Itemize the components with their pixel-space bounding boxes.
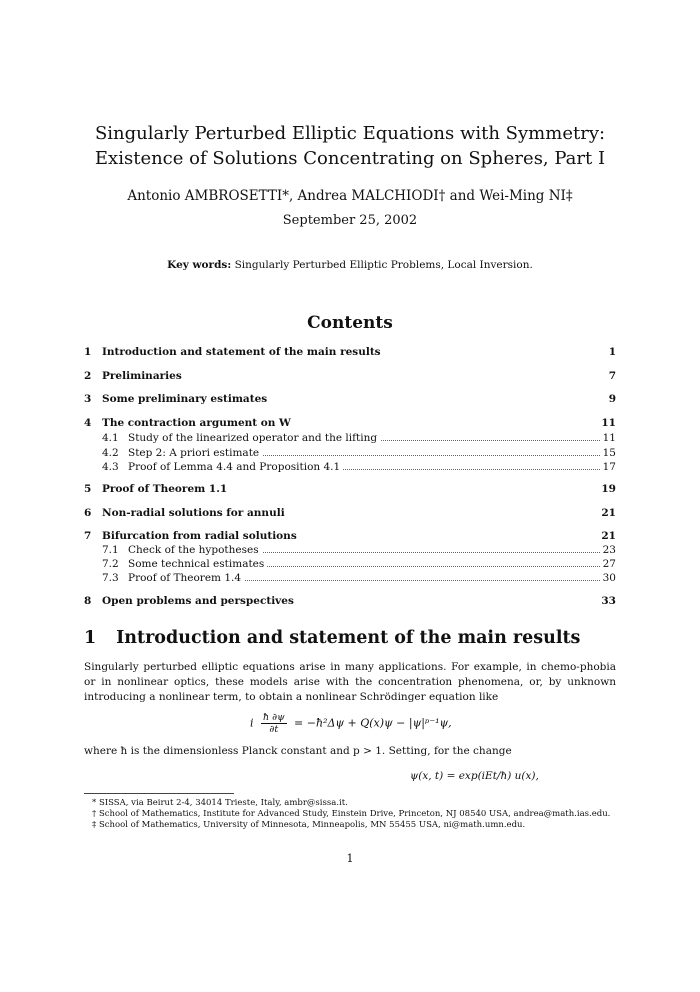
footnote-3: ‡ School of Mathematics, University of Minnesota, Minneapolis, MN 55455 USA, ni@math.umn.edu. xyxy=(92,820,526,830)
toc-entry-page: 21 xyxy=(598,529,616,543)
authors: Antonio AMBROSETTI*, Andrea MALCHIODI† and Wei-Ming NI‡ xyxy=(127,188,573,204)
toc-entry-number: 7.1 xyxy=(102,544,119,556)
toc-entry[interactable] xyxy=(84,369,616,383)
toc-entry-title: Some preliminary estimates xyxy=(102,392,270,406)
equation-ansatz: ψ(x, t) = exp(iEt/ħ) u(x), xyxy=(410,770,539,782)
toc-entry-number: 5 xyxy=(84,483,92,495)
toc-entry-page: 30 xyxy=(600,571,616,585)
equation-denominator: ∂t xyxy=(269,724,279,735)
toc-entry-title: Proof of Theorem 1.4 xyxy=(128,571,244,585)
toc-entry-number: 6 xyxy=(84,507,92,519)
toc-entry-number: 4.3 xyxy=(102,461,119,473)
toc-entry-page: 17 xyxy=(600,460,616,474)
toc-entry[interactable] xyxy=(84,557,616,571)
toc-entry-number: 4 xyxy=(84,417,92,429)
toc-entry-page: 33 xyxy=(598,594,616,608)
toc-entry-title: Some technical estimates xyxy=(128,557,267,571)
equation-schrodinger xyxy=(250,712,452,735)
footnote-rule xyxy=(84,793,234,794)
toc-entry-page: 23 xyxy=(600,543,616,557)
equation-numerator: ħ ∂ψ xyxy=(263,712,285,723)
equation-fraction xyxy=(261,712,287,735)
toc-entry[interactable] xyxy=(84,416,616,430)
toc-entry[interactable] xyxy=(84,431,616,445)
toc-entry[interactable] xyxy=(84,571,616,585)
keywords-label: Key words: xyxy=(167,259,232,271)
toc-entry-number: 4.1 xyxy=(102,432,119,444)
toc-entry-number: 7.3 xyxy=(102,572,119,584)
toc-entry-title: Check of the hypotheses xyxy=(128,543,262,557)
toc-entry-page: 19 xyxy=(598,482,616,496)
paper-title-line-1: Singularly Perturbed Elliptic Equations with Symmetry: xyxy=(94,123,606,144)
toc-entry-page: 21 xyxy=(598,506,616,520)
toc-entry[interactable] xyxy=(84,506,616,520)
date: September 25, 2002 xyxy=(282,213,418,228)
page-number: 1 xyxy=(346,852,354,865)
toc-entry-title: Open problems and perspectives xyxy=(102,594,297,608)
toc-entry[interactable] xyxy=(84,529,616,543)
keywords xyxy=(60,259,640,271)
equation-rest: = −ħ²Δψ + Q(x)ψ − |ψ|ᵖ⁻¹ψ, xyxy=(294,716,452,730)
paragraph-2: where ħ is the dimensionless Planck constant and p > 1. Setting, for the change xyxy=(84,745,512,757)
toc-entry-title: Proof of Theorem 1.1 xyxy=(102,482,230,496)
toc-entry-number: 7 xyxy=(84,530,92,542)
toc-entry-page: 27 xyxy=(600,557,616,571)
footnote-1: * SISSA, via Beirut 2-4, 34014 Trieste, Italy, ambr@sissa.it. xyxy=(92,798,348,808)
toc-entry-page: 11 xyxy=(598,416,616,430)
paper-title-line-2: Existence of Solutions Concentrating on Spheres, Part I xyxy=(94,148,606,169)
toc-entry-number: 8 xyxy=(84,595,92,607)
toc-entry-title: The contraction argument on W xyxy=(102,416,294,430)
toc-entry[interactable] xyxy=(84,543,616,557)
toc-entry-number: 1 xyxy=(84,346,92,358)
toc-entry[interactable] xyxy=(84,392,616,406)
toc-entry[interactable] xyxy=(84,460,616,474)
toc-entry[interactable] xyxy=(84,345,616,359)
toc-entry[interactable] xyxy=(84,446,616,460)
equation-prefix: i xyxy=(250,716,254,730)
toc-entry-number: 3 xyxy=(84,393,92,405)
toc-entry-page: 1 xyxy=(606,345,616,359)
contents-heading: Contents xyxy=(307,313,393,333)
toc-entry-title: Non-radial solutions for annuli xyxy=(102,506,288,520)
toc-entry-number: 2 xyxy=(84,370,92,382)
toc-entry-title: Preliminaries xyxy=(102,369,185,383)
section-heading xyxy=(84,628,580,648)
toc-entry-title: Study of the linearized operator and the lifting xyxy=(128,431,380,445)
toc-entry-page: 15 xyxy=(600,446,616,460)
toc-entry-title: Step 2: A priori estimate xyxy=(128,446,262,460)
paragraph-1: Singularly perturbed elliptic equations arise in many applications. For example, in chemo-phobia or in nonlinear optics, these models arise with the concentration phenomena, or, by unknown introducing a nonlinear term, to obtain a nonlinear Schrödinger equation like xyxy=(84,661,616,703)
keywords-text: Singularly Perturbed Elliptic Problems, Local Inversion. xyxy=(234,259,533,271)
toc-entry-page: 9 xyxy=(606,392,616,406)
toc-entry-number: 7.2 xyxy=(102,558,119,570)
toc-entry-title: Introduction and statement of the main results xyxy=(102,345,384,359)
toc-entry-page: 11 xyxy=(600,431,616,445)
toc-entry[interactable] xyxy=(84,482,616,496)
section-title: Introduction and statement of the main results xyxy=(116,628,581,648)
toc-entry[interactable] xyxy=(84,594,616,608)
toc-entry-number: 4.2 xyxy=(102,447,119,459)
toc-entry-title: Proof of Lemma 4.4 and Proposition 4.1 xyxy=(128,460,343,474)
footnote-2: † School of Mathematics, Institute for Advanced Study, Einstein Drive, Princeton, NJ 08540 USA, andrea@math.ias.edu. xyxy=(92,809,611,819)
section-number: 1 xyxy=(84,628,97,648)
toc-entry-title: Bifurcation from radial solutions xyxy=(102,529,300,543)
toc-entry-page: 7 xyxy=(606,369,616,383)
